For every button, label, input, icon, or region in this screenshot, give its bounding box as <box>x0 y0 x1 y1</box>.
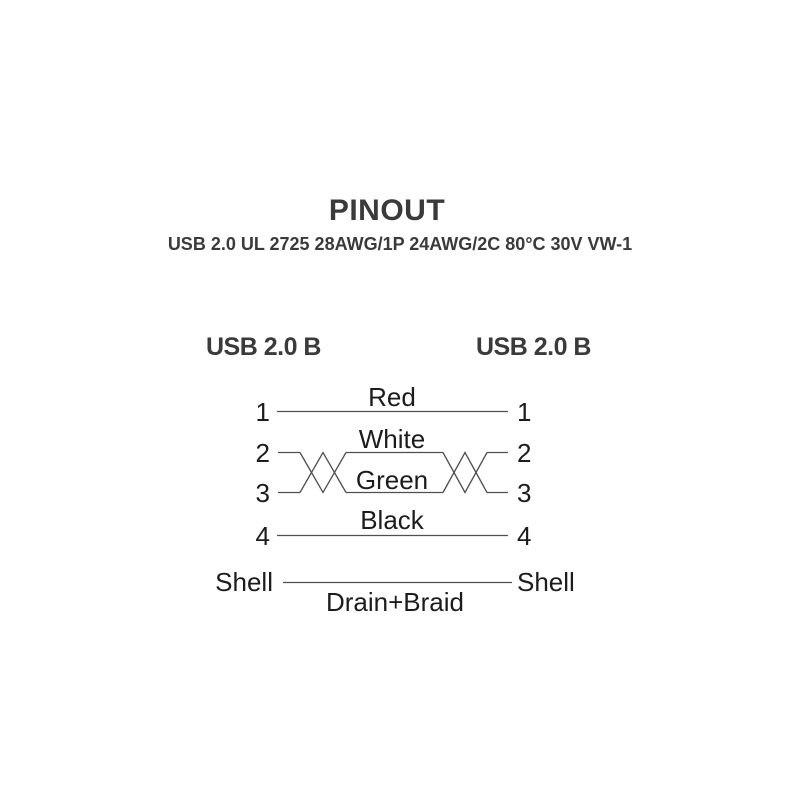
right-pin-1: 1 <box>517 397 532 427</box>
cable-spec-subtitle: USB 2.0 UL 2725 28AWG/1P 24AWG/2C 80°C 30V VW-1 <box>167 234 633 254</box>
right-pin-shell: Shell <box>517 567 575 597</box>
wire-label-red: Red <box>368 382 416 412</box>
right-pin-4: 4 <box>517 521 532 551</box>
right-pin-2: 2 <box>517 438 532 468</box>
wire-label-green: Green <box>355 465 429 495</box>
right-connector-header: USB 2.0 B <box>476 333 591 361</box>
wire-label-black: Black <box>360 505 424 535</box>
wire-label-white: White <box>358 424 426 454</box>
wire-label-drain-braid: Drain+Braid <box>325 587 464 617</box>
left-connector-header: USB 2.0 B <box>206 333 321 361</box>
left-pin-4: 4 <box>255 521 270 551</box>
left-pin-1: 1 <box>255 397 270 427</box>
left-pin-shell: Shell <box>215 567 273 597</box>
right-pin-3: 3 <box>517 478 532 508</box>
left-pin-2: 2 <box>255 438 270 468</box>
left-pin-3: 3 <box>255 478 270 508</box>
page-title: PINOUT <box>328 194 446 227</box>
